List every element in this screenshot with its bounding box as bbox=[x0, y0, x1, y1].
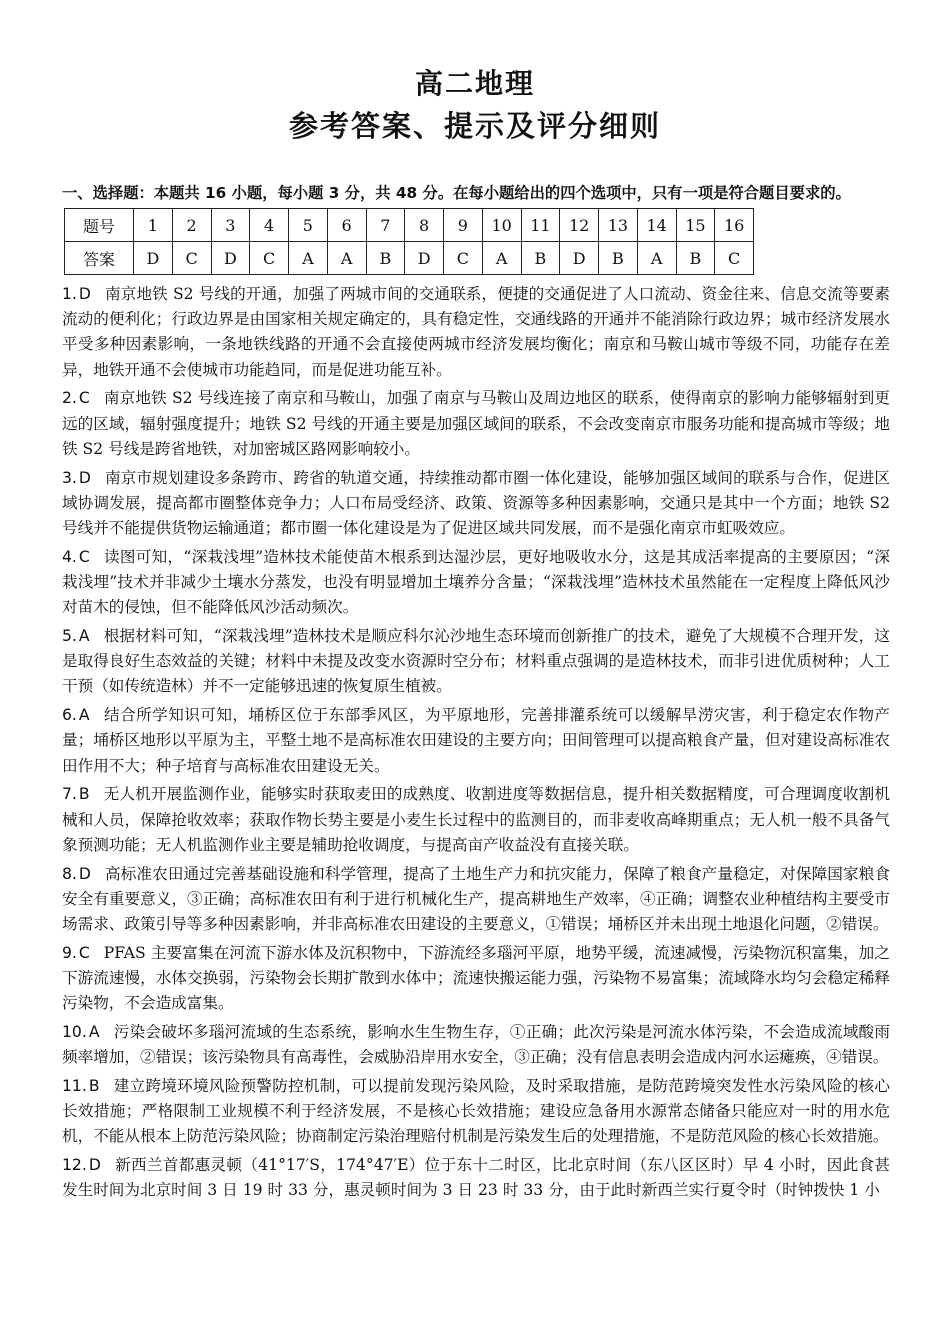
question-number-cell: 6 bbox=[327, 209, 366, 242]
question-number-cell: 14 bbox=[637, 209, 676, 242]
item-number: 6. bbox=[62, 706, 77, 725]
item-number: 5. bbox=[62, 627, 77, 646]
item-text: 根据材料可知，“深栽浅埋”造林技术是顺应科尔沁沙地生态环境而创新推广的技术，避免了大规模不合理开发，这是取得良好生态效益的关键；材料中未提及改变水资源时空分布；材料重点强调的是造林技术，而非引进优质树种；人工干预（如传统造林）并不一定能够迅速的恢复原生植被。 bbox=[62, 627, 890, 696]
item-number: 8. bbox=[62, 864, 77, 883]
item-answer: D bbox=[78, 864, 91, 883]
item-number: 12. bbox=[62, 1156, 87, 1175]
explanation-item bbox=[62, 941, 890, 1017]
item-text: 高标准农田通过完善基础设施和科学管理，提高了土地生产力和抗灾能力，保障了粮食产量稳定，对保障国家粮食安全有重要意义，③正确；高标准农田有利于进行机械化生产，提高耕地生产效率，④正确；调整农业种植结构主要受市场需求、政策引导等多种因素影响，并非高标准农田建设的主要意义，①错误；埇桥区并未出现土地退化问题，②错误。 bbox=[62, 864, 890, 934]
item-number: 2. bbox=[62, 389, 77, 408]
question-number-cell: 7 bbox=[366, 209, 405, 242]
question-number-cell: 12 bbox=[560, 209, 599, 242]
answer-cell: B bbox=[521, 242, 560, 275]
answer-cell: D bbox=[134, 242, 173, 275]
item-text: 南京地铁 S2 号线的开通，加强了两城市间的交通联系，便捷的交通促进了人口流动、资金往来、信息交流等要素流动的便利化；行政边界是由国家相关规定确定的，具有稳定性，交通线路的开通并不能消除行政边界；城市经济发展水平受多种因素影响，一条地铁线路的开通不会直接使两城市经济发展均衡化；南京和马鞍山城市等级不同，功能存在差异，地铁开通不会使城市功能趋同，而是促进功能互补。 bbox=[62, 285, 890, 379]
explanation-list bbox=[62, 282, 890, 1207]
answer-table-number-row bbox=[65, 209, 754, 242]
answer-cell: C bbox=[172, 242, 211, 275]
explanation-item bbox=[62, 1020, 890, 1070]
question-number-cell: 8 bbox=[405, 209, 444, 242]
answer-table-row-label: 题号 bbox=[65, 209, 134, 242]
section-heading: 一、选择题：本题共 16 小题，每小题 3 分，共 48 分。在每小题给出的四个选项中，只有一项是符合题目要求的。 bbox=[62, 184, 851, 202]
explanation-item bbox=[62, 703, 890, 779]
item-number: 1. bbox=[62, 285, 77, 303]
answer-cell: A bbox=[327, 242, 366, 275]
question-number-cell: 13 bbox=[599, 209, 638, 242]
item-number: 4. bbox=[62, 547, 77, 566]
item-number: 11. bbox=[62, 1077, 87, 1096]
item-text: 结合所学知识可知，埇桥区位于东部季风区，为平原地形，完善排灌系统可以缓解旱涝灾害，利于稳定农作物产量；埇桥区地形以平原为主，平整土地不是高标准农田建设的主要方向；田间管理可以提高粮食产量，但对建设高标准农田作用不大；种子培育与高标准农田建设无关。 bbox=[62, 706, 890, 775]
answer-cell: D bbox=[211, 242, 250, 275]
explanation-item bbox=[62, 466, 890, 542]
item-answer: D bbox=[78, 468, 91, 487]
item-answer: C bbox=[78, 943, 90, 962]
item-answer: D bbox=[78, 285, 91, 303]
question-number-cell: 4 bbox=[250, 209, 289, 242]
question-number-cell: 5 bbox=[289, 209, 328, 242]
item-text: PFAS 主要富集在河流下游水体及沉积物中，下游流经多瑙河平原，地势平缓，流速减慢，污染物沉积富集，加之下游流速慢，水体交换弱，污染物会长期扩散到水体中；流速快搬运能力强，污染物不易富集；流域降水均匀会稳定稀释污染物，不会造成富集。 bbox=[62, 943, 890, 1013]
item-number: 9. bbox=[62, 943, 77, 962]
item-text: 南京地铁 S2 号线连接了南京和马鞍山，加强了南京与马鞍山及周边地区的联系，使得南京的影响力能够辐射到更远的区域，辐射强度提升；地铁 S2 号线的开通主要是加强区域间的联系，不会改变南京市服务功能和提高城市等级；地铁 S2 号线是跨省地铁，对加密城区路网影响较小。 bbox=[62, 389, 890, 458]
question-number-cell: 11 bbox=[521, 209, 560, 242]
question-number-cell: 3 bbox=[211, 209, 250, 242]
explanation-item bbox=[62, 1074, 890, 1150]
explanation-item bbox=[62, 1153, 890, 1203]
answer-cell: C bbox=[250, 242, 289, 275]
item-answer: B bbox=[88, 1077, 100, 1096]
question-number-cell: 2 bbox=[172, 209, 211, 242]
item-text: 污染会破坏多瑙河流域的生态系统，影响水生生物生存，①正确；此次污染是河流水体污染，不会造成流域酸雨频率增加，②错误；该污染物具有高毒性，会威胁沿岸用水安全，③正确；没有信息表明会造成内河水运瘫痪，④错误。 bbox=[62, 1023, 890, 1067]
item-answer: B bbox=[78, 785, 90, 804]
item-answer: A bbox=[88, 1023, 100, 1042]
question-number-cell: 10 bbox=[482, 209, 521, 242]
answer-cell: A bbox=[289, 242, 328, 275]
item-text: 南京市规划建设多条跨市、跨省的轨道交通，持续推动都市圈一体化建设，能够加强区域间的联系与合作，促进区域协调发展，提高都市圈整体竞争力；人口布局受经济、政策、资源等多种因素影响，交通只是其中一个方面；地铁 S2 号线并不能提供货物运输通道；都市圈一体化建设是为了促进区域共同发展，而不是强化南京市虹吸效应。 bbox=[62, 468, 890, 538]
explanation-item bbox=[62, 862, 890, 938]
explanation-item bbox=[62, 545, 890, 621]
answer-table bbox=[64, 208, 754, 275]
item-number: 7. bbox=[62, 785, 77, 804]
answer-cell: C bbox=[444, 242, 483, 275]
answer-cell: B bbox=[676, 242, 715, 275]
answer-cell: B bbox=[366, 242, 405, 275]
answer-cell: D bbox=[405, 242, 444, 275]
explanation-item bbox=[62, 386, 890, 462]
explanation-item bbox=[62, 782, 890, 858]
answer-table-answer-row bbox=[65, 242, 754, 275]
question-number-cell: 15 bbox=[676, 209, 715, 242]
question-number-cell: 9 bbox=[444, 209, 483, 242]
answer-table-row-label: 答案 bbox=[65, 242, 134, 275]
item-number: 3. bbox=[62, 468, 77, 487]
question-number-cell: 1 bbox=[134, 209, 173, 242]
item-text: 新西兰首都惠灵顿（41°17′S，174°47′E）位于东十二时区，比北京时间（东八区区时）早 4 小时，因此食甚发生时间为北京时间 3 日 19 时 33 分，惠灵顿时间为 3 日 23 时 33 分，由于此时新西兰实行夏令时（时钟拨快 1 小 bbox=[62, 1156, 890, 1200]
item-answer: A bbox=[78, 627, 90, 646]
item-answer: D bbox=[88, 1156, 101, 1175]
item-answer: C bbox=[78, 547, 90, 566]
answer-cell: D bbox=[560, 242, 599, 275]
document-title: 高二地理 bbox=[414, 67, 535, 100]
item-number: 10. bbox=[62, 1023, 87, 1042]
item-text: 建立跨境环境风险预警防控机制，可以提前发现污染风险，及时采取措施，是防范跨境突发性水污染风险的核心长效措施；严格限制工业规模不利于经济发展，不是核心长效措施；建设应急备用水源常态储备只能应对一时的用水危机，不能从根本上防范污染风险；协商制定污染治理赔付机制是污染发生后的处理措施，不是防范风险的核心长效措施。 bbox=[62, 1077, 890, 1146]
explanation-item bbox=[62, 624, 890, 700]
explanation-item bbox=[62, 282, 890, 383]
item-answer: C bbox=[78, 389, 90, 408]
item-text: 无人机开展监测作业，能够实时获取麦田的成熟度、收割进度等数据信息，提升相关数据精度，可合理调度收割机械和人员，保障抢收效率；获取作物长势主要是小麦生长过程中的监测目的，而非麦收高峰期重点；无人机一般不具备气象预测功能；无人机监测作业主要是辅助抢收调度，与提高亩产收益没有直接关联。 bbox=[62, 785, 890, 854]
answer-cell: A bbox=[637, 242, 676, 275]
item-text: 读图可知，“深栽浅埋”造林技术能使苗木根系到达湿沙层，更好地吸收水分，这是其成活率提高的主要原因；“深栽浅埋”技术并非减少土壤水分蒸发，也没有明显增加土壤养分含量；“深栽浅埋”造林技术虽然能在一定程度上降低风沙对苗木的侵蚀，但不能降低风沙活动频次。 bbox=[62, 547, 890, 617]
answer-cell: C bbox=[715, 242, 754, 275]
question-number-cell: 16 bbox=[715, 209, 754, 242]
answer-cell: B bbox=[599, 242, 638, 275]
document-subtitle: 参考答案、提示及评分细则 bbox=[288, 109, 661, 143]
answer-cell: A bbox=[482, 242, 521, 275]
item-answer: A bbox=[78, 706, 90, 725]
